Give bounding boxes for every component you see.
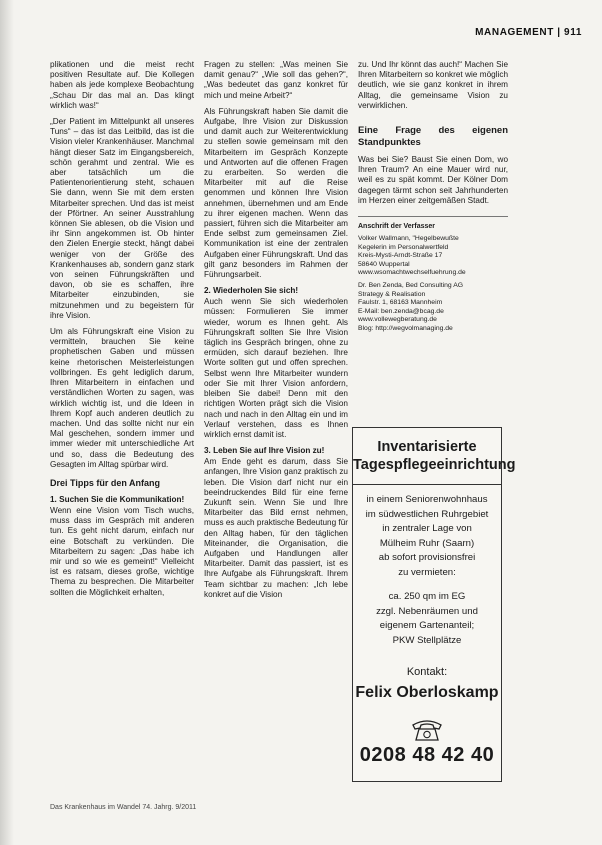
article-column-1: [50, 60, 194, 604]
classified-advertisement: [352, 427, 516, 782]
subheading-tip-3: 3. Leben Sie auf Ihre Vision zu!: [204, 446, 325, 456]
paragraph: Als Führungskraft haben Sie damit die Aufgabe, Ihre Vision zur Diskussion und damit auch zur Weiterentwicklung zu stellen sowie gemeinsam mit den Mitarbeitern im Gespräch Konzepte und Antworten auf die offenen Fragen zu erarbeiten. So werden die Mitarbeiter mit auf die Reise genommen und können Ihre Vision annehmen, übernehmen und am Ende zu ihrer eigenen machen. Wenn das passiert, führen sich die Mitarbeiter am Ende selbst zum gemeinsamen Ziel. Kommunikation ist eine der zentralen Aufgaben einer Führungskraft. Und das gilt ganz besonders im Rahmen der Führungsarbeit.: [204, 106, 348, 280]
ad-line: ca. 250 qm im EG: [388, 591, 466, 602]
ad-contact-name: Felix Oberloskamp: [355, 684, 499, 701]
author-link[interactable]: Blog: http://wegvolmanaging.de: [358, 324, 453, 332]
author-line: Strategy & Realisation: [358, 290, 426, 298]
ad-contact-label: Kontakt:: [406, 666, 448, 678]
telephone-icon: [410, 716, 444, 742]
paragraph: Um als Führungskraft eine Vision zu vermitteln, brauchen Sie keine prophetischen Gaben und müssen keine rhetorischen Meisterleistungen vollbringen. Es geht lediglich darum, Ihren Mitarbeitern in einfachen und verständlichen Worten zu sagen, was wirklich wichtig ist, und die Ideen in Ihrem Kopf auch anderen deutlich zu machen. Und das sollte nicht nur ein Mal geschehen, sondern immer und immer wieder mit unterschiedliche Art und so, dass die Bedeutung des Gesagten im Alltag spürbar wird.: [50, 327, 194, 469]
author-heading: Anschrift der Verfasser: [358, 223, 436, 231]
page-footer: Das Krankenhaus im Wandel 74. Jahrg. 9/2011: [50, 804, 197, 811]
ad-line: in einem Seniorenwohnhaus: [366, 494, 488, 505]
subheading-tips: Drei Tipps für den Anfang: [50, 477, 161, 488]
subheading-tip-1: 1. Suchen Sie die Kommunikation!: [50, 494, 185, 504]
ad-line: im südwestlichen Ruhrgebiet: [365, 508, 489, 520]
paragraph: Fragen zu stellen: „Was meinen Sie damit genau?“ „Wie soll das gehen?“, „Was bedeutet das ganz konkret für mich und meine Arbeit?“: [204, 60, 348, 100]
ad-line: zzgl. Nebenräumen und: [376, 605, 478, 617]
author-info: [358, 216, 508, 333]
scan-shadow-edge: [0, 0, 14, 845]
ad-line: ab sofort provisionsfrei: [378, 552, 476, 563]
section-header: MANAGEMENT | 911: [475, 27, 582, 38]
ad-line: zu vermieten:: [398, 566, 456, 578]
article-column-3: [358, 60, 508, 333]
author-line: 58640 Wuppertal: [358, 260, 410, 268]
paragraph: plikationen und die meist recht positiven Resultate auf. Die Kollegen haben als jede komplexe Beobachtung „Schau Dir das mal an. Das klingt wirklich was!“: [50, 60, 194, 110]
subheading-standpoint: Eine Frage des eigenen Standpunktes: [358, 125, 508, 149]
author-email[interactable]: E-Mail: ben.zenda@bcag.de: [358, 307, 444, 315]
paragraph: Am Ende geht es darum, dass Sie anfangen, Ihre Vision ganz praktisch zu leben. Die Vision darf nicht nur ein beeindruckendes Bild für eine ferne Zukunft sein. Wenn Sie und Ihre Mitarbeiter das Bild ernst nehmen, muss es auch praktische Bedeutung für den Alltag haben, für den täglichen Miteinander, die Organisation, die Aufgaben und Handlungen aller Mitarbeiter. Damit das passiert, ist es Ihre Aufgabe als Führungskraft. Ihrem Team sichtbar zu machen: „Ich lebe konkret auf die Vision: [204, 457, 348, 599]
author-line: Kreis-Mysti-Arndt-Straße 17: [358, 252, 443, 260]
author-line: Volker Wallmann, "Hegelbewußte: [358, 235, 459, 243]
ad-line: Mülheim Ruhr (Saarn): [379, 537, 475, 549]
paragraph: Auch wenn Sie sich wiederholen müssen: Formulieren Sie immer wieder, worum es Ihnen geht. Als Führungskraft sollten Sie Ihre Vision täglich ins Gespräch bringen, ohne zu ermüden, sich darauf beziehen. Ihre Worte sollten gut und offen sprechen. Selbst wenn Ihre Mitarbeiter wundern oder Sie mit Ihrer Vision anfordern, bleiben Sie dabei! Denn mit den richtigen Worten prägt sich die Vision nach und nach in den Alltag ein und im Verlauf verstehen, dass es Ihnen wirklich ernst damit ist.: [204, 297, 348, 439]
author-link[interactable]: www.vollewegberatung.de: [358, 316, 437, 324]
subheading-tip-2: 2. Wiederholen Sie sich!: [204, 286, 299, 296]
article-column-2: [204, 60, 348, 606]
ad-divider: [353, 484, 501, 485]
ad-title-line-2: Tagespflegeeinrichtung: [353, 457, 516, 473]
paragraph: „Der Patient im Mittelpunkt all unseres Tuns“ – das ist das Leitbild, das ist die Vision vieler Krankenhäuser. Manchmal hängt dieser Satz im Eingangsbereich, schön gerahmt und zentral. Wie es aber tatsächlich um die Patientenorientierung steht, schauen Sie dann, wenn Sie mit dem ersten Mitarbeiter sprechen. Und das ist meist der Pförtner. An seiner Ausstrahlung können Sie ablesen, ob die Vision und ihr Sinn angekommen ist. Ob hinter den Zielen Energie steckt, hängt dabei weniger von der Größe des Krankenhauses ab, sondern ganz stark von seinen Führungskräften und davon, ob sie es schaffen, ihre Mitarbeiter einzubinden, sie mitzunehmen und zu begeistern für ihre Vision.: [50, 117, 194, 320]
paragraph: zu. Und Ihr könnt das auch!“ Machen Sie Ihren Mitarbeitern so konkret wie möglich deutlich, wie sie ganz konkret in ihrem Alltag, die gemeinsame Vision zu verwirklichen.: [358, 60, 508, 110]
author-line: Dr. Ben Zenda, Bed Consulting AG: [358, 282, 464, 290]
paragraph: Was bei Sie? Baust Sie einen Dom, wo Ihren Traum? An eine Mauer wird nur, weil es zu spät kommt. Der Kölner Dom dagegen tärmt schon seit Jahrhunderten im Herzen einer zeitgemäßen Stadt.: [358, 155, 508, 205]
ad-line: eigenem Gartenanteil;: [379, 620, 475, 631]
paragraph: Wenn eine Vision vom Tisch wuchs, muss dass im Gespräch mit anderen tun. Es geht nicht darum, einfach nur eine Botschaft zu verkünden. Die Mitarbeitern zu sagen: „Das habe ich mir und so wie es gemeint!“ Vielleicht ist es ratsam, dieses große, wichtige Thema zu besprechen. Die Mitarbeiter sollten die Möglichkeit erhalten,: [50, 505, 194, 597]
author-link[interactable]: www.wsomachtwechselfuehrung.de: [358, 269, 466, 277]
ad-line: in zentraler Lage von: [382, 523, 472, 534]
ad-line: PKW Stellplätze: [392, 634, 462, 646]
ad-title-line-1: Inventarisierte: [377, 439, 477, 455]
author-line: Faulstr. 1, 68163 Mannheim: [358, 299, 443, 307]
ad-phone-number[interactable]: 0208 48 42 40: [359, 744, 495, 766]
author-line: Kegelerin im Personalwertfeld: [358, 243, 449, 251]
